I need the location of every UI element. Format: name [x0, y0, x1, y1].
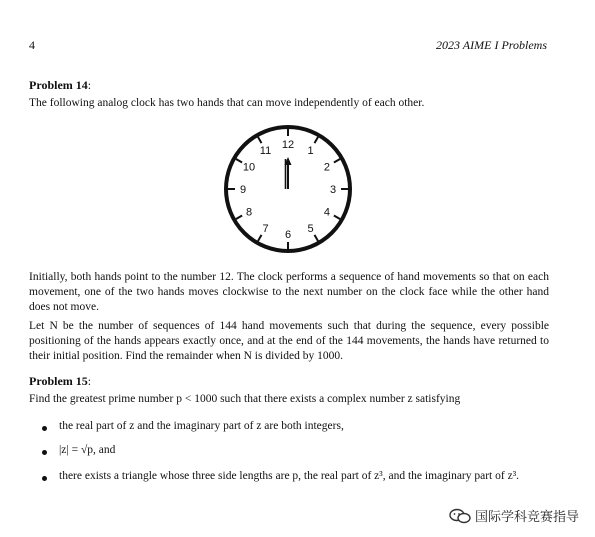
- problem-14-heading: [29, 78, 91, 93]
- page-header-title: 2023 AIME I Problems: [436, 38, 547, 52]
- problem-14-para-2: Let N be the number of sequences of 144 hand movements such that during the sequence, every possible positioning of the hands appears exactly once, and at the end of the 144 movements, the hands have returned to their initial position. Find the remainder when N is divided by 1000.: [29, 320, 549, 363]
- watermark-text: 国际学科竞赛指导: [474, 510, 579, 525]
- clock-number: 9: [239, 184, 247, 196]
- condition-3-text: there exists a triangle whose three side lengths are p, the real part of z³, and the imaginary part of z³.: [59, 470, 520, 482]
- clock-number: 3: [329, 184, 337, 196]
- condition-2-text: |z| = √p, and: [59, 444, 116, 456]
- clock-number: 5: [307, 222, 314, 235]
- bullet-icon: [42, 476, 47, 481]
- watermark: [449, 506, 579, 525]
- clock-number: 1: [307, 145, 314, 158]
- clock-number: 4: [323, 206, 331, 219]
- bullet-icon: [42, 450, 47, 455]
- clock-number: 6: [284, 229, 292, 241]
- problem-14-colon: :: [87, 78, 92, 92]
- analog-clock: [222, 123, 354, 255]
- clock-number: 11: [259, 145, 272, 158]
- problem-15-label: Problem 15: [29, 374, 88, 388]
- problem-15-colon: :: [87, 374, 92, 388]
- condition-1-text: the real part of z and the imaginary part of z are both integers,: [59, 420, 344, 432]
- problem-14-para-1: Initially, both hands point to the number 12. The clock performs a sequence of hand movements so that on each movement, one of the two hands moves clockwise to the next number on the clock face while the other hand does not move.: [29, 271, 549, 314]
- clock-number: 12: [281, 139, 295, 151]
- wechat-icon: [449, 508, 471, 524]
- clock-number: 10: [242, 161, 256, 174]
- clock-number: 7: [262, 222, 269, 235]
- problem-14-label: Problem 14: [29, 78, 88, 92]
- page-number: 4: [29, 38, 35, 52]
- clock-number: 8: [245, 206, 253, 219]
- clock-number: 2: [323, 161, 331, 174]
- problem-15-intro: Find the greatest prime number p < 1000 such that there exists a complex number z satisfying: [29, 393, 461, 405]
- problem-14-intro: The following analog clock has two hands that can move independently of each other.: [29, 97, 425, 109]
- bullet-icon: [42, 426, 47, 431]
- problem-15-heading: [29, 374, 91, 389]
